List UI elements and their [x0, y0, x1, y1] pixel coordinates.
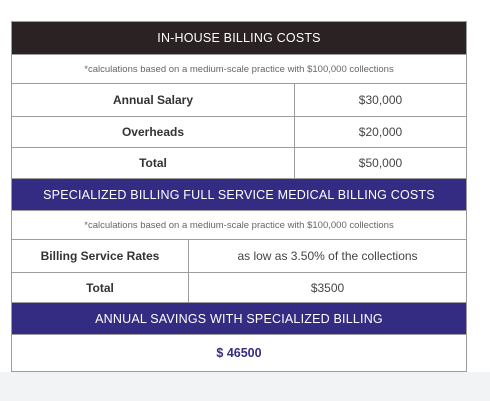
- specialized-note-row: [12, 211, 466, 240]
- row-label: Overheads: [12, 117, 295, 147]
- table-row: [12, 117, 466, 148]
- row-label: Total: [12, 148, 295, 178]
- savings-total-row: [12, 335, 466, 371]
- specialized-header: [12, 179, 466, 211]
- row-label: Annual Salary: [12, 84, 295, 116]
- inhouse-note-row: [12, 55, 466, 84]
- row-value: $3500: [310, 280, 345, 295]
- table-row: [12, 84, 466, 117]
- savings-header: [12, 303, 466, 335]
- table-row: [12, 148, 466, 179]
- savings-total: $ 46500: [216, 346, 262, 360]
- row-value: as low as 3.50% of the collections: [237, 249, 418, 263]
- billing-comparison-table: [11, 21, 467, 372]
- row-value: $20,000: [358, 125, 403, 139]
- row-label: Total: [12, 273, 189, 302]
- row-label: Billing Service Rates: [12, 240, 189, 272]
- inhouse-header: [12, 22, 466, 55]
- specialized-title: SPECIALIZED BILLING FULL SERVICE MEDICAL BILLING COSTS: [43, 187, 435, 202]
- table-row: [12, 240, 466, 273]
- inhouse-note: *calculations based on a medium-scale practice with $100,000 collections: [84, 63, 394, 75]
- savings-title: ANNUAL SAVINGS WITH SPECIALIZED BILLING: [95, 311, 383, 326]
- row-value: $30,000: [358, 93, 403, 107]
- specialized-note: *calculations based on a medium-scale practice with $100,000 collections: [84, 219, 394, 231]
- table-row: [12, 273, 466, 303]
- inhouse-title: IN-HOUSE BILLING COSTS: [157, 31, 321, 45]
- row-value: $50,000: [358, 156, 403, 170]
